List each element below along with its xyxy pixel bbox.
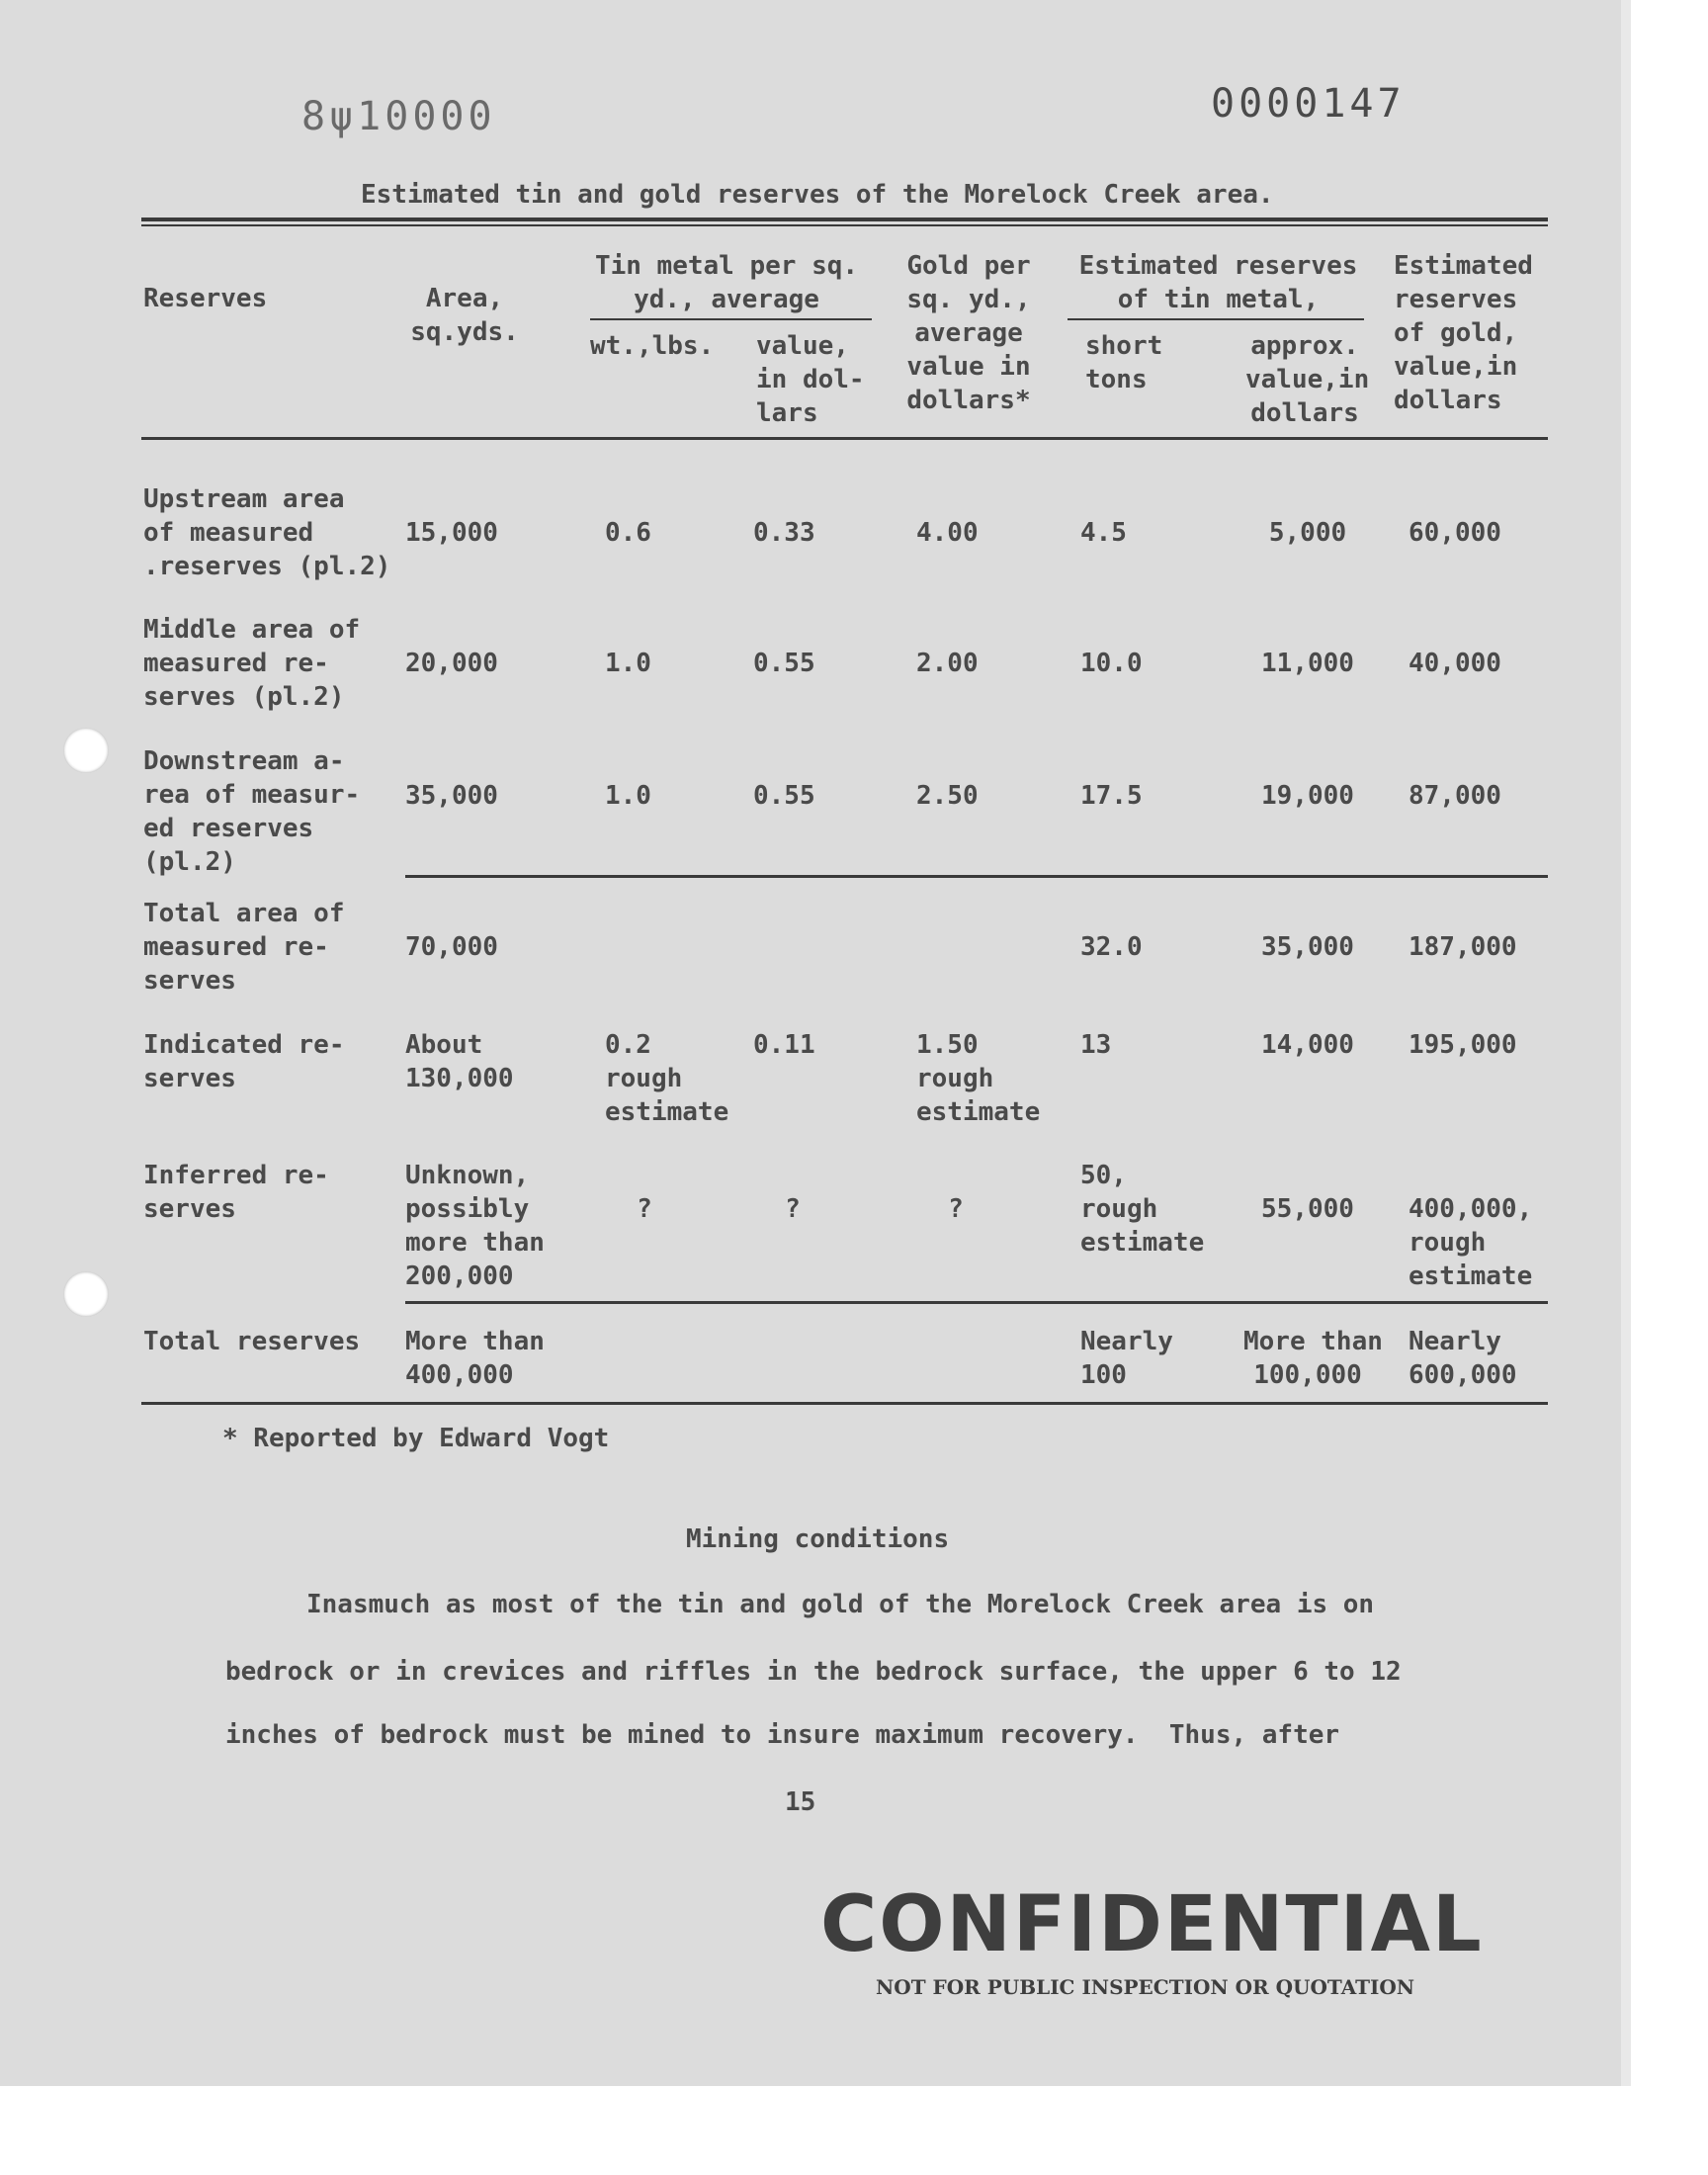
header-area: Area, [425,284,504,313]
row-label: (pl.2) [143,847,236,877]
cell-tin-dollars: 55,000 [1261,1194,1354,1224]
cell-short-tons: Nearly [1080,1327,1173,1356]
header-tin-metal: Tin metal per sq. [594,251,859,281]
row-label: Middle area of [143,615,361,645]
table-bottom-rule [141,1402,1548,1405]
row-label: serves [143,1064,236,1093]
cell-tin-weight: ? [637,1194,652,1224]
cell-gold-value: ? [948,1194,964,1224]
cell-tin-dollars: 35,000 [1261,932,1354,962]
cell-tin-dollars: 14,000 [1261,1030,1354,1060]
confidential-stamp-subtext: NOT FOR PUBLIC INSPECTION OR QUOTATION [876,1975,1415,1999]
cell-tin-dollars: 100,000 [1253,1360,1362,1390]
table-footnote: * Reported by Edward Vogt [222,1424,610,1453]
cell-tin-weight: 0.2 [605,1030,651,1060]
paragraph-line: inches of bedrock must be mined to insure maximum recovery. Thus, after [225,1720,1340,1750]
header-approx-value: dollars [1250,398,1359,428]
row-label: serves [143,966,236,996]
header-area: sq.yds. [410,317,519,347]
cell-tin-weight: rough [605,1064,683,1093]
cell-area: More than [405,1327,545,1356]
cell-gold-dollars: 600,000 [1409,1360,1517,1390]
cell-gold-value: 2.00 [916,649,979,678]
cell-area: About [405,1030,483,1060]
cell-area: 20,000 [405,649,498,678]
cell-gold-value: estimate [916,1097,1041,1127]
cell-tin-value: 0.11 [753,1030,815,1060]
cell-short-tons: 32.0 [1080,932,1143,962]
row-label: rea of measur- [143,780,361,810]
cell-short-tons: 100 [1080,1360,1127,1390]
confidential-stamp: CONFIDENTIAL [820,1880,1484,1969]
header-tin-rule [590,318,872,320]
cell-tin-weight: estimate [605,1097,729,1127]
header-est-tin-rule [1068,318,1364,320]
paragraph-line: Inasmuch as most of the tin and gold of the Morelock Creek area is on [306,1590,1375,1619]
header-gold-per-yard: dollars* [906,386,1031,415]
row-label: ed reserves [143,814,314,843]
cell-short-tons: 50, [1080,1161,1127,1190]
cell-short-tons: 4.5 [1080,518,1127,548]
header-tin-value: lars [756,398,818,428]
cell-area: 35,000 [405,781,498,811]
header-estimated-gold: Estimated [1394,251,1533,281]
cell-short-tons: 10.0 [1080,649,1143,678]
cell-area: 400,000 [405,1360,514,1390]
cell-gold-dollars: 400,000, [1409,1194,1533,1224]
header-short-tons: tons [1085,365,1148,394]
header-estimated-tin: of tin metal, [1117,285,1320,314]
cell-tin-dollars: 11,000 [1261,649,1354,678]
cell-area: Unknown, [405,1161,530,1190]
table-title: Estimated tin and gold reserves of the Morelock Creek area. [361,180,1274,210]
cell-gold-dollars: Nearly [1409,1327,1501,1356]
cell-tin-dollars: 19,000 [1261,781,1354,811]
cell-gold-dollars: rough [1409,1228,1487,1258]
row-label: Total reserves [143,1327,361,1356]
cell-area: more than [405,1228,545,1258]
cell-gold-dollars: 40,000 [1409,649,1501,678]
cell-gold-dollars: estimate [1409,1262,1533,1291]
cell-tin-weight: 1.0 [605,781,651,811]
header-short-tons: short [1085,331,1163,361]
header-estimated-gold: dollars [1394,386,1502,415]
table-top-rule [141,218,1548,221]
header-gold-per-yard: Gold per [906,251,1031,281]
header-gold-per-yard: value in [906,352,1031,382]
header-estimated-gold: reserves [1394,285,1518,314]
cell-tin-weight: 1.0 [605,649,651,678]
cell-short-tons: 13 [1080,1030,1112,1060]
cell-short-tons: rough [1080,1194,1158,1224]
page-id-number: 0000147 [1211,81,1406,127]
page-number: 15 [785,1787,816,1817]
header-tin-weight: wt.,lbs. [590,331,715,361]
cell-area: 130,000 [405,1064,514,1093]
cell-short-tons: 17.5 [1080,781,1143,811]
cell-tin-value: 0.55 [753,781,815,811]
header-tin-value: value, [756,331,849,361]
header-tin-metal: yd., average [634,285,819,314]
cell-gold-dollars: 87,000 [1409,781,1501,811]
cell-gold-value: rough [916,1064,994,1093]
cell-area: 70,000 [405,932,498,962]
header-estimated-gold: value,in [1394,352,1518,382]
section-heading: Mining conditions [686,1524,950,1554]
table-top-rule-inner [141,224,1548,226]
header-gold-per-yard: sq. yd., [906,285,1031,314]
header-estimated-gold: of gold, [1394,318,1518,348]
cell-gold-value: 2.50 [916,781,979,811]
row-label: Indicated re- [143,1030,345,1060]
cell-tin-value: ? [785,1194,801,1224]
row-label: Inferred re- [143,1161,329,1190]
cell-short-tons: estimate [1080,1228,1205,1258]
row-label: measured re- [143,932,329,962]
paper-edge [1621,0,1631,2086]
cell-tin-dollars: More than [1243,1327,1383,1356]
row-label: serves (pl.2) [143,682,345,712]
cell-gold-dollars: 195,000 [1409,1030,1517,1060]
cell-gold-dollars: 187,000 [1409,932,1517,962]
cell-area: possibly [405,1194,530,1224]
header-approx-value: value,in [1245,365,1370,394]
cell-tin-value: 0.33 [753,518,815,548]
cell-tin-weight: 0.6 [605,518,651,548]
cell-area: 15,000 [405,518,498,548]
header-estimated-tin: Estimated reserves [1078,251,1358,281]
total-rule [405,1301,1548,1304]
row-label: serves [143,1194,236,1224]
cell-gold-value: 1.50 [916,1030,979,1060]
cell-tin-dollars: 5,000 [1268,518,1347,548]
row-label: of measured [143,518,314,548]
header-approx-value: approx. [1250,331,1359,361]
cell-tin-value: 0.55 [753,649,815,678]
paragraph-line: bedrock or in crevices and riffles in the bedrock surface, the upper 6 to 12 [225,1657,1402,1687]
left-stamp-number: 8ψ10000 [301,94,496,139]
header-bottom-rule [141,437,1548,440]
header-tin-value: in dol- [756,365,865,394]
cell-gold-dollars: 60,000 [1409,518,1501,548]
row-label: Total area of [143,899,345,928]
header-reserves: Reserves [143,284,268,313]
header-gold-per-yard: average [914,318,1023,348]
punch-hole-upper [63,728,109,773]
row-label: Downstream a- [143,746,345,776]
row-label: .reserves (pl.2) [143,552,391,581]
row-label: Upstream area [143,484,345,514]
row-label: measured re- [143,649,329,678]
cell-gold-value: 4.00 [916,518,979,548]
subtotal-rule [405,875,1548,878]
punch-hole-lower [63,1271,109,1317]
cell-area: 200,000 [405,1262,514,1291]
